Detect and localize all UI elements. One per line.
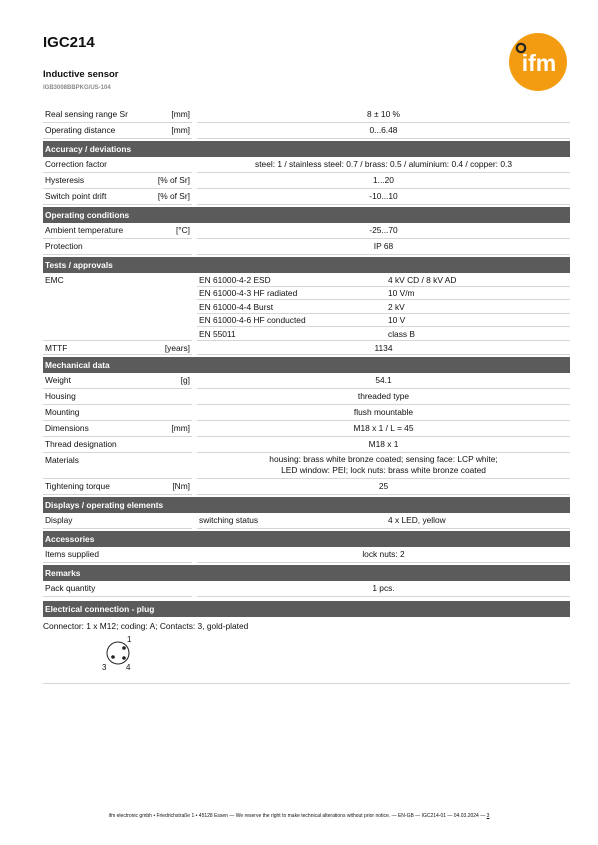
row-label: Ambient temperature bbox=[45, 225, 124, 235]
emc-item bbox=[197, 273, 570, 287]
row-materials bbox=[43, 453, 570, 479]
section-tests-approvals: Tests / approvals bbox=[43, 257, 570, 273]
row-mttf bbox=[43, 341, 570, 355]
emc-block bbox=[43, 273, 570, 341]
connection-block bbox=[43, 617, 570, 684]
row-unit: [mm] bbox=[171, 422, 190, 433]
emc-result: 10 V bbox=[388, 315, 406, 326]
row-label: Real sensing range Sr bbox=[45, 109, 128, 119]
section-operating-conditions: Operating conditions bbox=[43, 207, 570, 223]
row-label: Display bbox=[45, 514, 73, 525]
row-value bbox=[197, 453, 570, 479]
product-subtitle: Inductive sensor bbox=[43, 69, 119, 80]
row-operating-distance bbox=[43, 123, 570, 139]
row-unit: [% of Sr] bbox=[157, 175, 190, 185]
row-display bbox=[43, 513, 570, 529]
ifm-logo bbox=[509, 33, 567, 91]
row-value: flush mountable bbox=[197, 405, 570, 421]
row-label: Pack quantity bbox=[45, 582, 96, 593]
row-value: M18 x 1 / L = 45 bbox=[197, 421, 570, 437]
emc-item bbox=[197, 300, 570, 314]
row-value: 1134 bbox=[197, 341, 570, 355]
row-ambient-temperature bbox=[43, 223, 570, 239]
row-value: lock nuts: 2 bbox=[197, 547, 570, 563]
row-label: Housing bbox=[45, 390, 76, 401]
page-footer bbox=[0, 813, 598, 819]
pin-label-1: 1 bbox=[127, 634, 132, 644]
svg-text:ifm: ifm bbox=[521, 50, 557, 76]
section-accuracy: Accuracy / deviations bbox=[43, 141, 570, 157]
connector-description: Connector: 1 x M12; coding: A; Contacts: 3, gold-plated bbox=[43, 620, 249, 631]
row-label: MTTF bbox=[45, 342, 68, 353]
row-label: Switch point drift bbox=[45, 191, 107, 201]
emc-standard: EN 55011 bbox=[199, 328, 236, 339]
row-label: Hysteresis bbox=[45, 175, 85, 185]
row-value: IP 68 bbox=[197, 239, 570, 255]
emc-result: 10 V/m bbox=[388, 288, 415, 299]
emc-standard: EN 61000-4-6 HF conducted bbox=[199, 315, 306, 326]
connector-pin-diagram bbox=[98, 633, 138, 675]
emc-result: class B bbox=[388, 328, 415, 339]
row-thread-designation bbox=[43, 437, 570, 453]
row-unit: [g] bbox=[180, 374, 190, 385]
emc-standard: EN 61000-4-2 ESD bbox=[199, 274, 271, 285]
row-label: Correction factor bbox=[45, 159, 107, 169]
row-value: M18 x 1 bbox=[197, 437, 570, 453]
section-mechanical-data: Mechanical data bbox=[43, 357, 570, 373]
row-label: Mounting bbox=[45, 406, 80, 417]
row-label: Materials bbox=[45, 454, 79, 465]
row-unit: [years] bbox=[164, 342, 190, 353]
page-number: 3 bbox=[486, 813, 490, 819]
datasheet-table bbox=[43, 107, 570, 684]
row-value: 54.1 bbox=[197, 373, 570, 389]
row-value: 1 pcs. bbox=[197, 581, 570, 597]
article-code: IGB3008BBPKG/US-104 bbox=[43, 85, 111, 91]
row-value: 1...20 bbox=[197, 173, 570, 189]
materials-line-2: LED window: PEI; lock nuts: brass white bronze coated bbox=[281, 464, 486, 475]
row-hysteresis bbox=[43, 173, 570, 189]
row-label: Operating distance bbox=[45, 125, 116, 135]
row-value: -25...70 bbox=[197, 223, 570, 239]
section-electrical-connection: Electrical connection - plug bbox=[43, 601, 570, 617]
row-label: Dimensions bbox=[45, 422, 89, 433]
row-unit: [mm] bbox=[171, 125, 190, 135]
row-value: -10...10 bbox=[197, 189, 570, 205]
row-value: threaded type bbox=[197, 389, 570, 405]
row-unit: [°C] bbox=[175, 225, 190, 235]
row-protection bbox=[43, 239, 570, 255]
emc-item bbox=[197, 327, 570, 341]
row-unit: [mm] bbox=[171, 109, 190, 119]
row-pack-quantity bbox=[43, 581, 570, 597]
row-housing bbox=[43, 389, 570, 405]
section-remarks: Remarks bbox=[43, 565, 570, 581]
row-unit: [Nm] bbox=[172, 480, 190, 491]
pin-label-4: 4 bbox=[126, 662, 131, 672]
row-dimensions bbox=[43, 421, 570, 437]
emc-result: 4 kV CD / 8 kV AD bbox=[388, 274, 457, 285]
row-label: Protection bbox=[45, 241, 83, 251]
display-type: switching status bbox=[199, 514, 259, 525]
product-title: IGC214 bbox=[43, 34, 95, 51]
section-accessories: Accessories bbox=[43, 531, 570, 547]
row-correction-factor bbox=[43, 157, 570, 173]
emc-result: 2 kV bbox=[388, 301, 405, 312]
row-label: Weight bbox=[45, 374, 71, 385]
materials-line-1: housing: brass white bronze coated; sensing face: LCP white; bbox=[269, 453, 498, 464]
display-value: 4 x LED, yellow bbox=[388, 514, 446, 525]
row-unit: [% of Sr] bbox=[157, 191, 190, 201]
row-value: 25 bbox=[197, 479, 570, 495]
emc-item bbox=[197, 287, 570, 301]
row-value: 8 ± 10 % bbox=[197, 107, 570, 123]
row-tightening-torque bbox=[43, 479, 570, 495]
footer-text: ifm electronic gmbh • Friedrichstraße 1 • 45128 Essen — We reserve the right to make technical alterations without prior notice. — EN-GB — IGC214-01 — 04.03.2024 — bbox=[108, 813, 486, 819]
row-weight bbox=[43, 373, 570, 389]
row-value: steel: 1 / stainless steel: 0.7 / brass: 0.5 / aluminium: 0.4 / copper: 0.3 bbox=[197, 157, 570, 173]
row-label: Items supplied bbox=[45, 548, 99, 559]
row-mounting bbox=[43, 405, 570, 421]
section-displays: Displays / operating elements bbox=[43, 497, 570, 513]
row-label: Tightening torque bbox=[45, 480, 110, 491]
row-value: 0...6.48 bbox=[197, 123, 570, 139]
row-items-supplied bbox=[43, 547, 570, 563]
row-switch-point-drift bbox=[43, 189, 570, 205]
row-label: Thread designation bbox=[45, 438, 117, 449]
row-real-sensing-range bbox=[43, 107, 570, 123]
emc-standard: EN 61000-4-3 HF radiated bbox=[199, 288, 298, 299]
emc-label: EMC bbox=[43, 273, 192, 341]
emc-standard: EN 61000-4-4 Burst bbox=[199, 301, 274, 312]
emc-item bbox=[197, 314, 570, 328]
pin-label-3: 3 bbox=[102, 662, 107, 672]
